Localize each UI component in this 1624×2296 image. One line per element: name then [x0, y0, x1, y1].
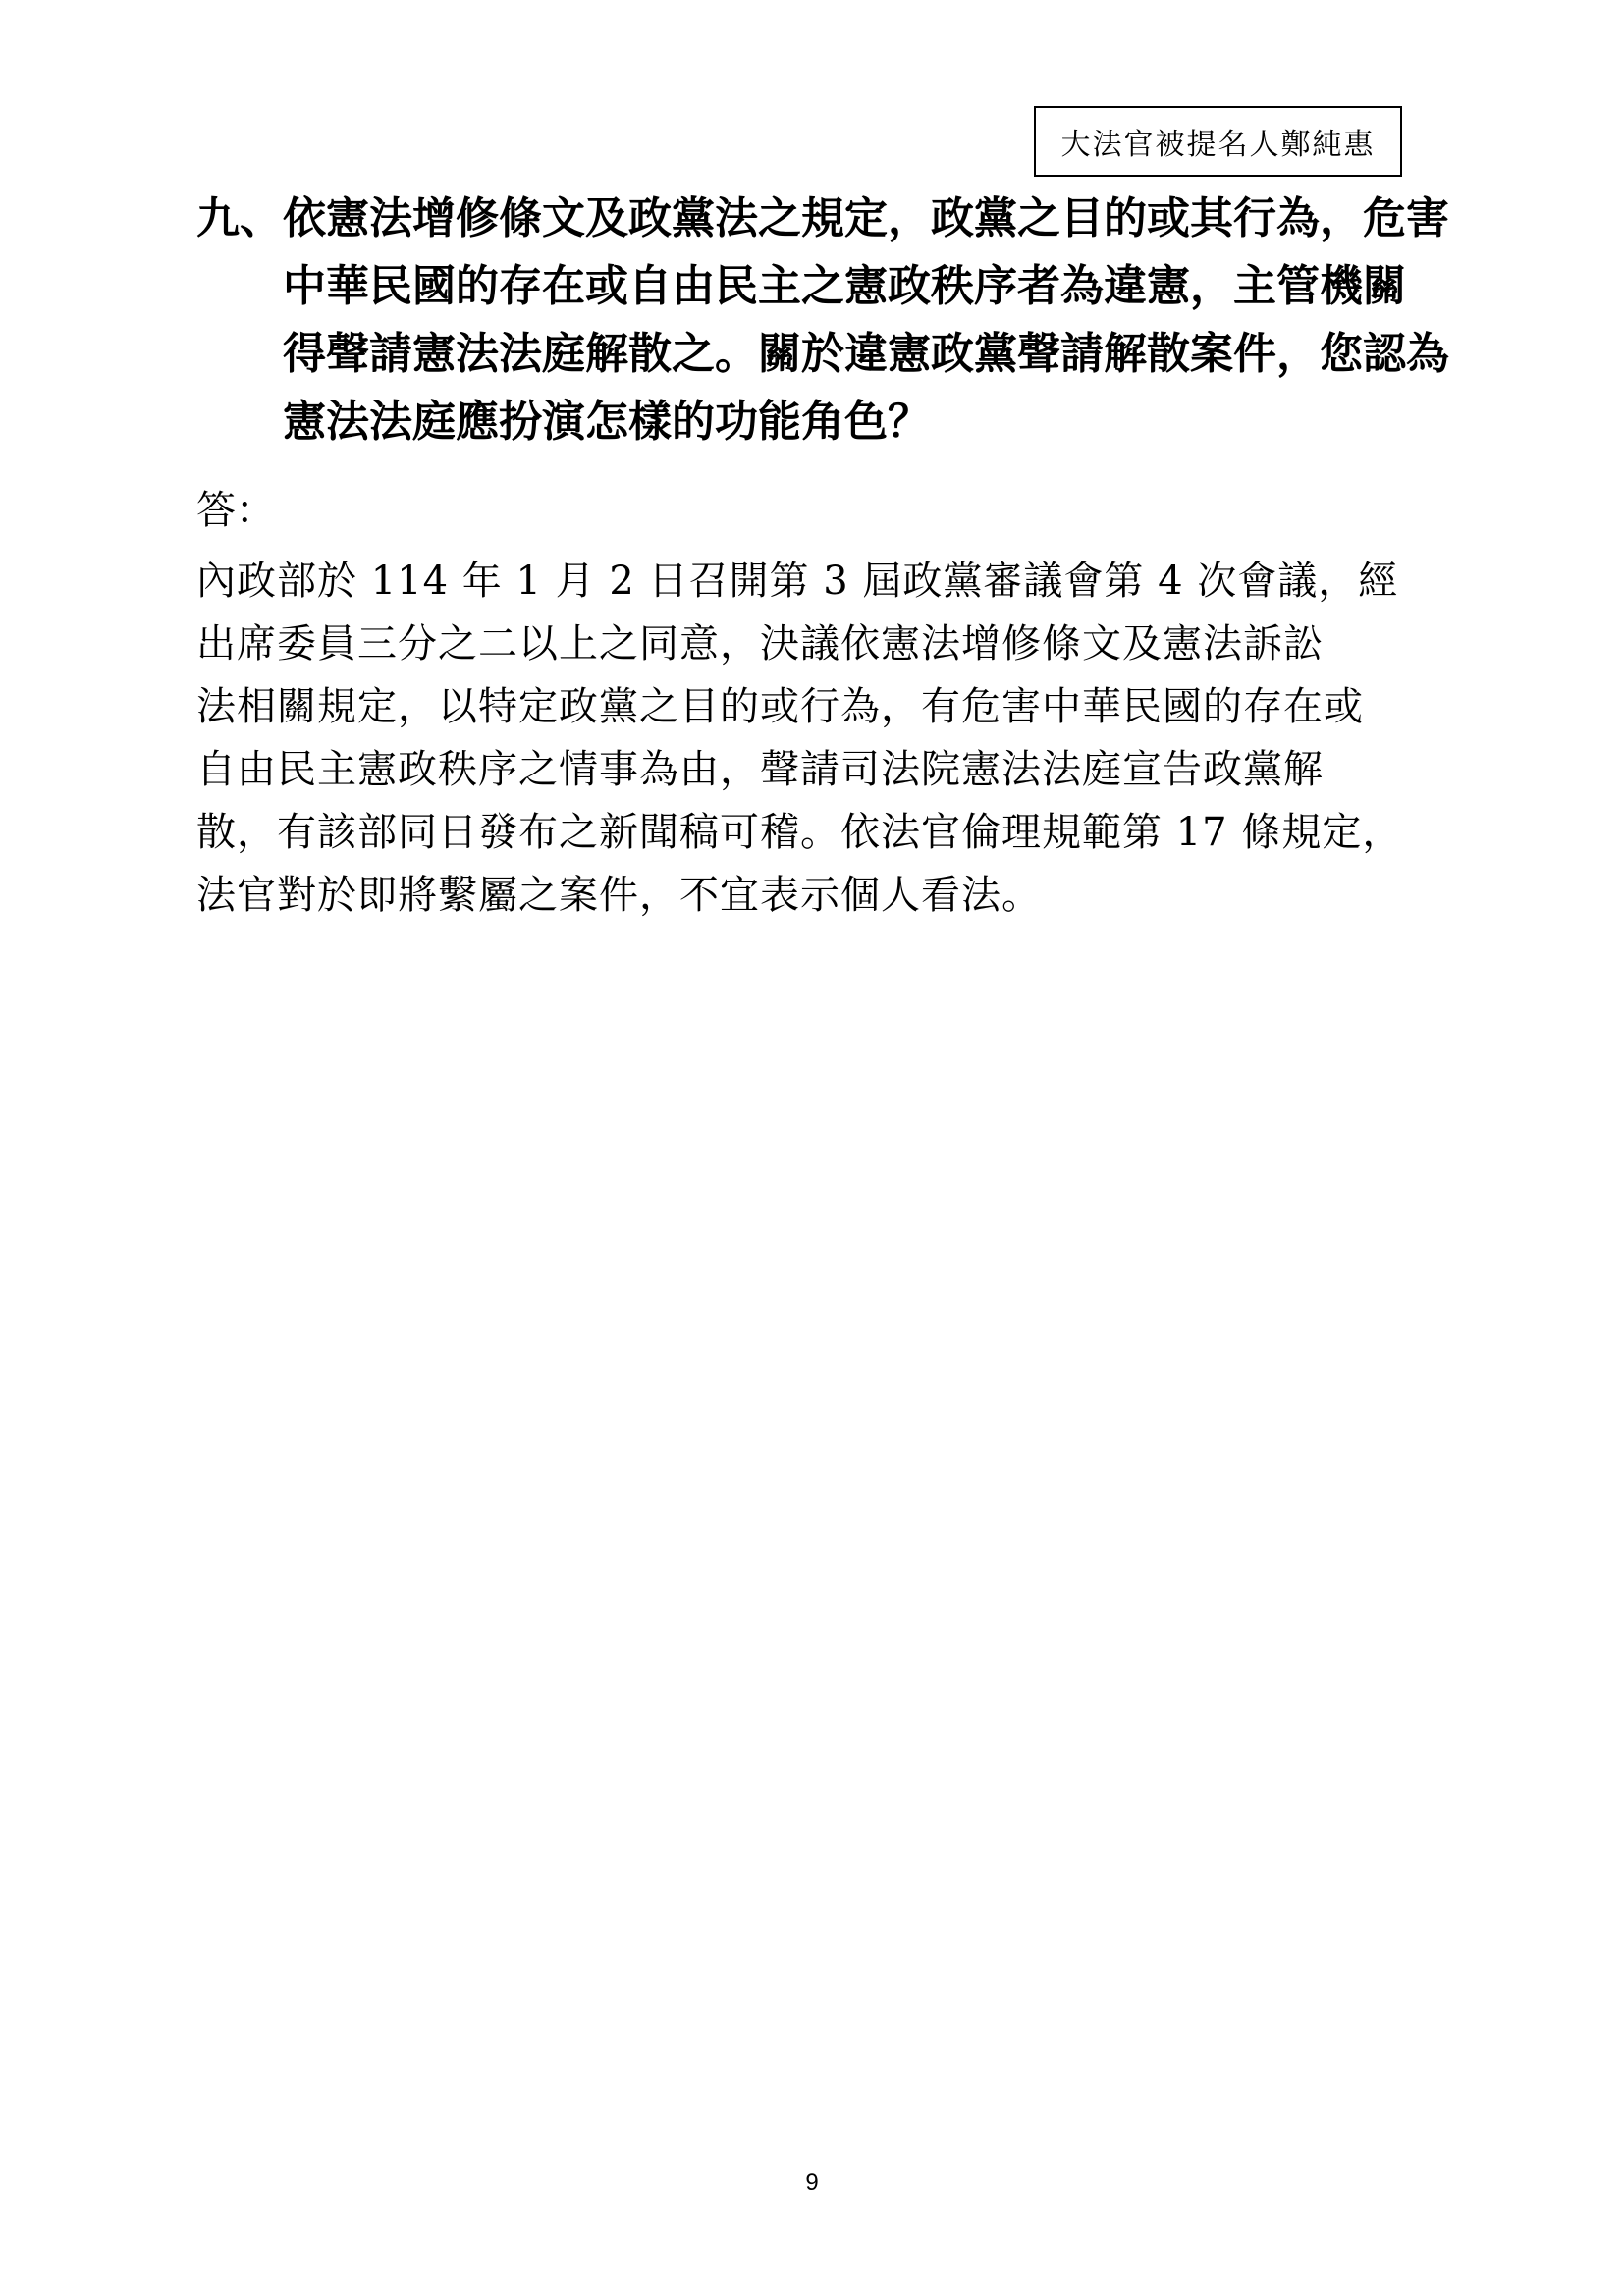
answer-line: 法相關規定，以特定政黨之目的或行為，有危害中華民國的存在或 — [196, 684, 1364, 729]
question-block — [196, 185, 1449, 455]
answer-line: 散，有該部同日發布之新聞稿可稽。依法官倫理規範第 17 條規定， — [196, 810, 1403, 855]
nominee-label: 大法官被提名人鄭純惠 — [1060, 128, 1376, 162]
page-number: 9 — [805, 2169, 819, 2196]
answer-block — [196, 550, 1453, 927]
question-line: 中華民國的存在或自由民主之憲政秩序者為違憲，主管機關 — [283, 261, 1406, 311]
nominee-header-box — [1034, 106, 1402, 177]
answer-line: 法官對於即將繫屬之案件，不宜表示個人看法。 — [196, 873, 1042, 918]
answer-line: 自由民主憲政秩序之情事為由，聲請司法院憲法法庭宣告政黨解 — [196, 747, 1324, 792]
answer-label: 答： — [196, 488, 275, 533]
answer-line: 內政部於 114 年 1 月 2 日召開第 3 屆政黨審議會第 4 次會議，經 — [196, 559, 1399, 604]
question-line: 得聲請憲法法庭解散之。關於違憲政黨聲請解散案件，您認為 — [283, 329, 1449, 379]
answer-line: 出席委員三分之二以上之同意，決議依憲法增修條文及憲法訴訟 — [196, 621, 1324, 667]
question-line: 九、依憲法增修條文及政黨法之規定，政黨之目的或其行為，危害 — [196, 193, 1449, 243]
question-line: 憲法法庭應扮演怎樣的功能角色？ — [283, 397, 931, 447]
